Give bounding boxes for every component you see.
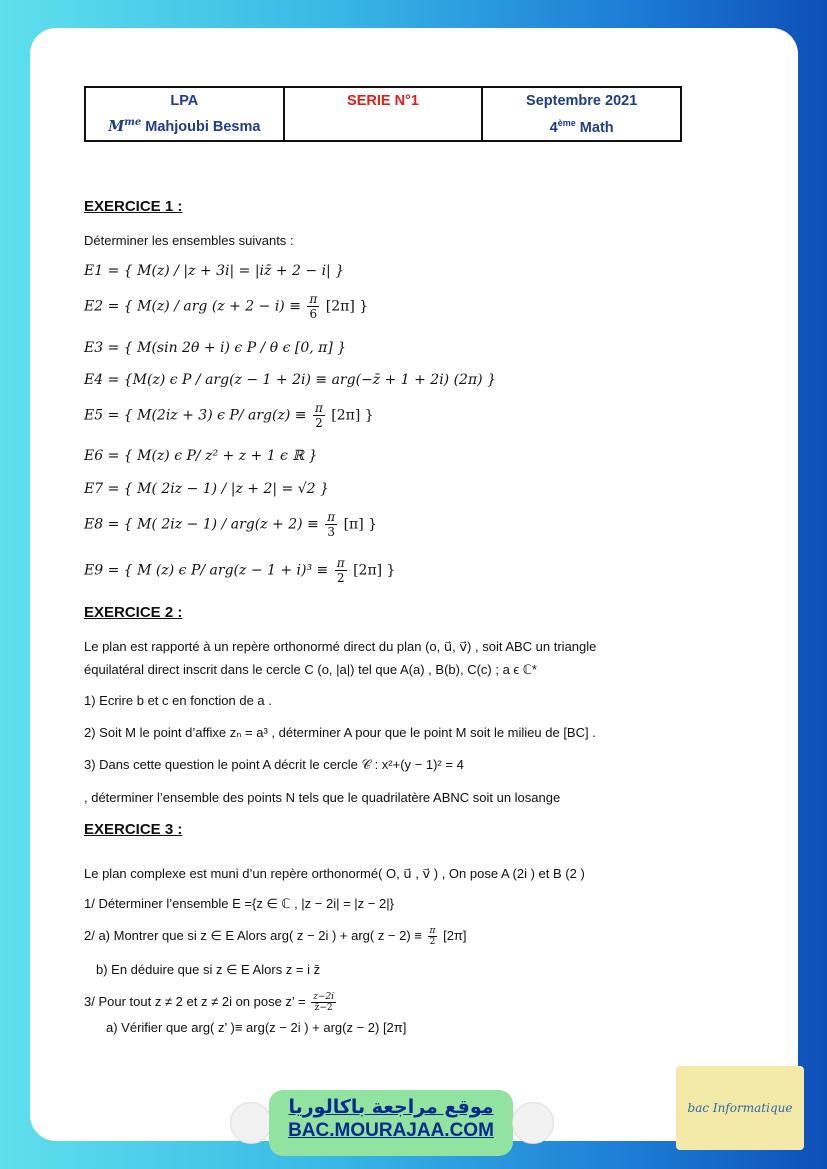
set-e5: E5 = { M(2iz + 3) ϵ P/ arg(z) ≡ $\frac{\pi}{2}$ [2π] } [84, 401, 374, 430]
class-text: 4ème Math [549, 118, 614, 136]
fraction: $\frac{\pi}{2}$ [429, 926, 436, 947]
exercise-2-question-3: 3) Dans cette question le point A décrit le cercle 𝒞 : x²+(y − 1)² = 4 [84, 757, 464, 772]
exercise-2-statement-line-1: Le plan est rapporté à un repère orthonormé direct du plan (o, u⃗, v⃗) , soit ABC un triangle [84, 639, 597, 654]
header-table [84, 86, 682, 142]
exercise-2-title: EXERCICE 2 : [84, 604, 183, 621]
site-url-link[interactable]: BAC.MOURAJAA.COM [288, 1120, 494, 1141]
teacher-name: $M^{me}$ Mahjoubi Besma [108, 117, 261, 135]
fraction: $\frac{z-2i}{z̄-2}$ [313, 992, 335, 1013]
exercise-3-question-3: 3/ Pour tout z ≠ 2 et z ≠ 2i on pose z’ = $\frac{z-2i}{z̄-2}$ [84, 992, 335, 1013]
document-content [84, 86, 684, 1035]
exercise-3-question-2a: 2/ a) Montrer que si z ∈ E Alors arg( z − 2i ) + arg( z − 2) ≡ $\frac{\pi}{2}$ [2π] [84, 926, 467, 947]
exercise-3-statement: Le plan complexe est muni d’un repère orthonormé( O, u⃗ , v⃗ ) , On pose A (2i ) et B (2 ) [84, 866, 585, 881]
exercise-2-question-3-continued: , déterminer l’ensemble des points N tels que le quadrilatère ABNC soit un losange [84, 790, 561, 805]
exercise-1-intro: Déterminer les ensembles suivants : [84, 233, 294, 248]
exercise-3-title: EXERCICE 3 : [84, 821, 183, 838]
exercise-2-question-1: 1) Ecrire b et c en fonction de a . [84, 693, 272, 708]
set-e8: E8 = { M( 2iz − 1) / arg(z + 2) ≡ $\frac{\pi}{3}$ [π] } [84, 510, 378, 539]
set-e3: E3 = { M(sin 2θ + i) ϵ P / θ ϵ [0, π] } [84, 340, 347, 356]
header-serie-cell [284, 87, 483, 141]
exercise-3-question-1: 1/ Déterminer l’ensemble E ={z ∈ ℂ , |z − 2i| = |z − 2|} [84, 896, 394, 911]
fraction: $\frac{\pi}{3}$ [327, 510, 336, 539]
exercise-1-title: EXERCICE 1 : [84, 198, 183, 215]
set-e9: E9 = { M (z) ϵ P/ arg(z − 1 + i)³ ≡ $\frac{\pi}{2}$ [2π] } [84, 556, 396, 585]
fraction: $\frac{\pi}{2}$ [314, 401, 323, 430]
site-banner[interactable] [269, 1090, 513, 1156]
exercise-2-question-2: 2) Soit M le point d’affixe zₙ = a³ , déterminer A pour que le point M soit le milieu de [BC] . [84, 725, 596, 740]
fraction: $\frac{\pi}{6}$ [309, 292, 318, 321]
school-name: LPA [170, 93, 199, 109]
exercise-3-question-2b: b) En déduire que si z ∈ E Alors z = i z̄ [96, 962, 321, 977]
exercise-3-question-3a: a) Vérifier que arg( z’ )≡ arg(z − 2i ) + arg(z − 2) [2π] [106, 1020, 407, 1035]
set-e6: E6 = { M(z) ϵ P/ z² + z + 1 ϵ ℝ } [84, 448, 318, 464]
set-e4: E4 = {M(z) ϵ P / arg(z − 1 + 2i) ≡ arg(−z̄ + 1 + 2i) (2π) } [84, 372, 496, 388]
header-school-cell [85, 87, 284, 141]
header-date-cell [482, 87, 681, 141]
site-logo-left [230, 1102, 272, 1144]
serie-title: SERIE N°1 [347, 93, 419, 109]
site-logo-right [512, 1102, 554, 1144]
fraction: $\frac{\pi}{2}$ [336, 556, 345, 585]
exercise-2-statement-line-2: équilatéral direct inscrit dans le cercle C (o, |a|) tel que A(a) , B(b), C(c) ; a ϵ ℂ* [84, 662, 537, 677]
bac-informatique-badge: bac Informatique [676, 1066, 804, 1150]
date-text: Septembre 2021 [526, 93, 638, 109]
set-e2: E2 = { M(z) / arg (z + 2 − i) ≡ $\frac{\pi}{6}$ [2π] } [84, 292, 369, 321]
set-e1: E1 = { M(z) / |z + 3i| = |iz̄ + 2 − i| } [84, 263, 345, 279]
site-name-arabic[interactable]: موقع مراجعة باكالوريا [288, 1096, 494, 1118]
set-e7: E7 = { M( 2iz − 1) / |z + 2| = √2 } [84, 481, 329, 497]
